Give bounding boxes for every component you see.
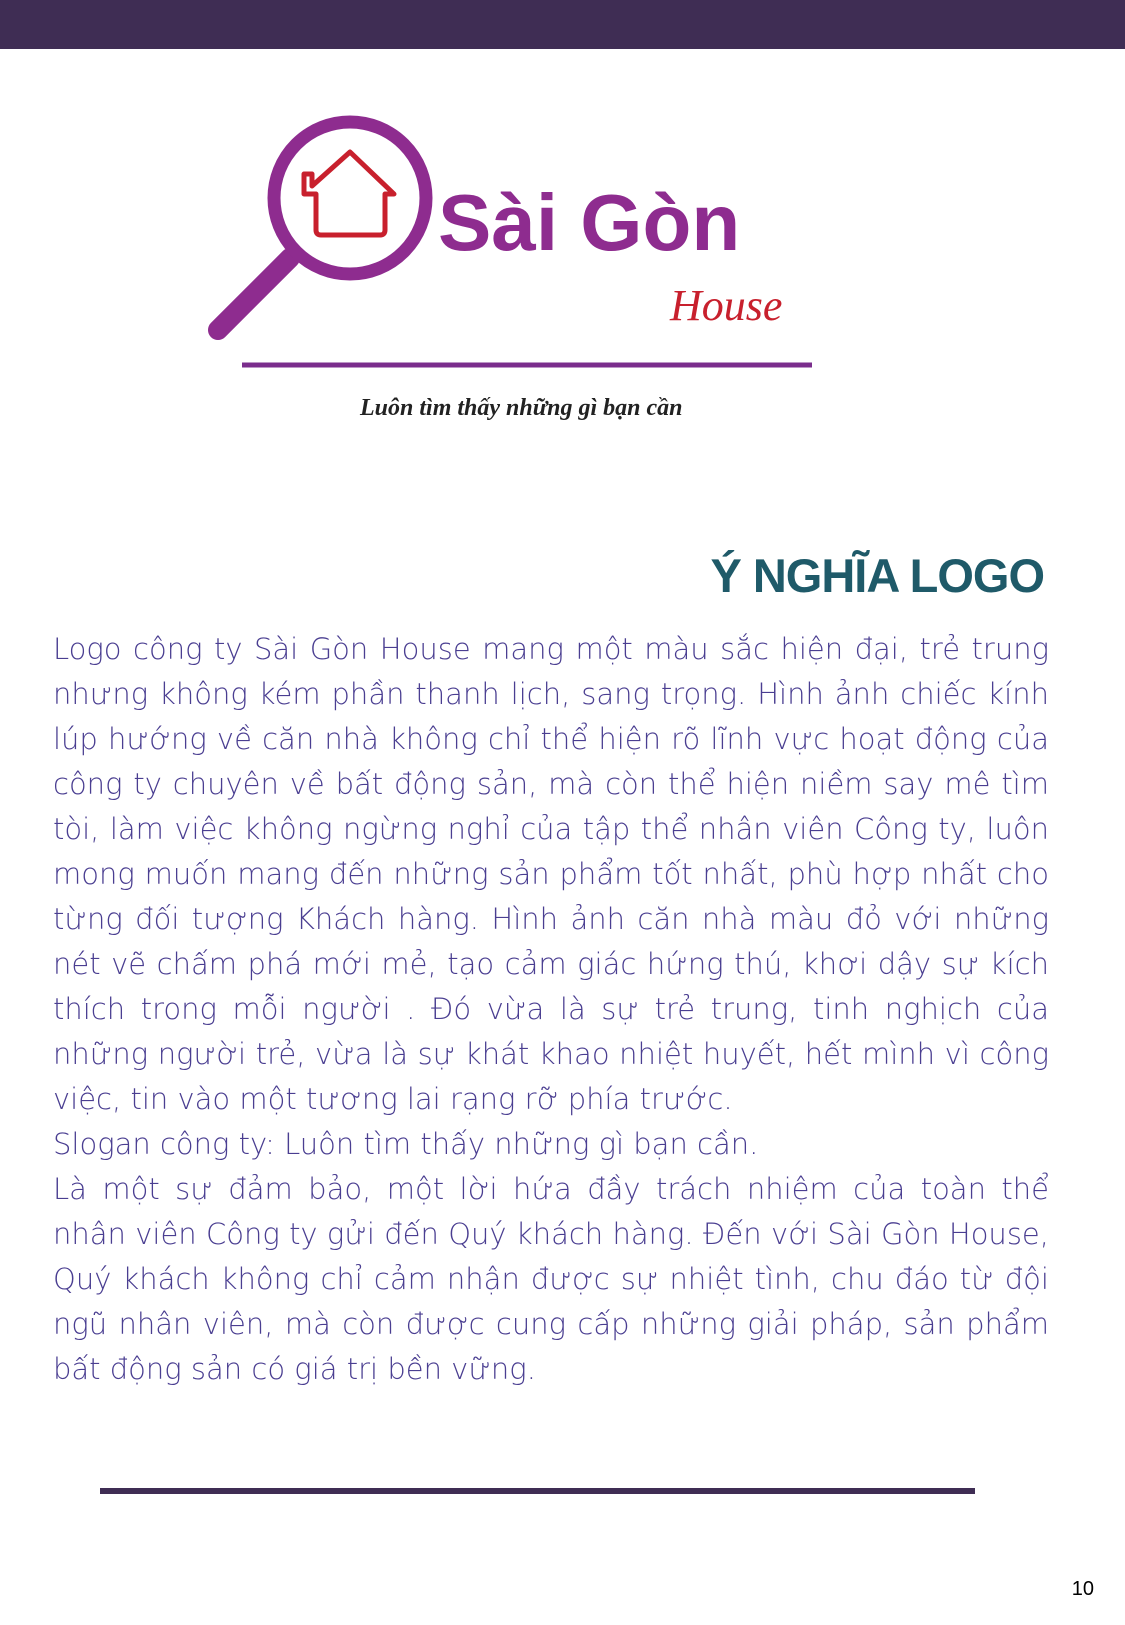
page-number: 10 — [1071, 1578, 1094, 1600]
logo-slogan: Luôn tìm thấy những gì bạn cần — [360, 395, 683, 421]
header-bar — [0, 0, 1125, 49]
logo-brand-sub: House — [670, 281, 783, 330]
section-title: Ý NGHĨA LOGO — [710, 549, 1044, 602]
footer-divider — [100, 1488, 975, 1494]
logo-graphic — [200, 100, 880, 460]
house-icon — [304, 152, 394, 235]
company-logo — [200, 100, 880, 460]
paragraph-commitment: Là một sự đảm bảo, một lời hứa đầy trách nhiệm của toàn thể nhân viên Công ty gửi đến Quý khách hàng. Đến với Sài Gòn House, Quý khách không chỉ cảm nhận được sự nhiệt tình, chu đáo từ đội ngũ nhân viên, mà còn được cung cấp những giải pháp, sản phẩm bất động sản có giá trị bền vững. — [53, 1172, 1049, 1386]
logo-brand-name: Sài Gòn — [438, 178, 741, 267]
magnifier-handle-icon — [218, 258, 290, 330]
body-text — [53, 627, 1049, 1392]
magnifier-ring-icon — [274, 122, 426, 274]
paragraph-slogan: Slogan công ty: Luôn tìm thấy những gì bạn cần. — [53, 1127, 759, 1161]
paragraph-logo-meaning: Logo công ty Sài Gòn House mang một màu sắc hiện đại, trẻ trung nhưng không kém phần thanh lịch, sang trọng. Hình ảnh chiếc kính lúp hướng về căn nhà không chỉ thể hiện rõ lĩnh vực hoạt động của công ty chuyên về bất động sản, mà còn thể hiện niềm say mê tìm tòi, làm việc không ngừng nghỉ của tập thể nhân viên Công ty, luôn mong muốn mang đến những sản phẩm tốt nhất, phù hợp nhất cho từng đối tượng Khách hàng. Hình ảnh căn nhà màu đỏ với những nét vẽ chấm phá mới mẻ, tạo cảm giác hứng thú, khơi dậy sự kích thích trong mỗi người . Đó vừa là sự trẻ trung, tinh nghịch của những người trẻ, vừa là sự khát khao nhiệt huyết, hết mình vì công việc, tin vào một tương lai rạng rỡ phía trước. — [53, 632, 1049, 1116]
